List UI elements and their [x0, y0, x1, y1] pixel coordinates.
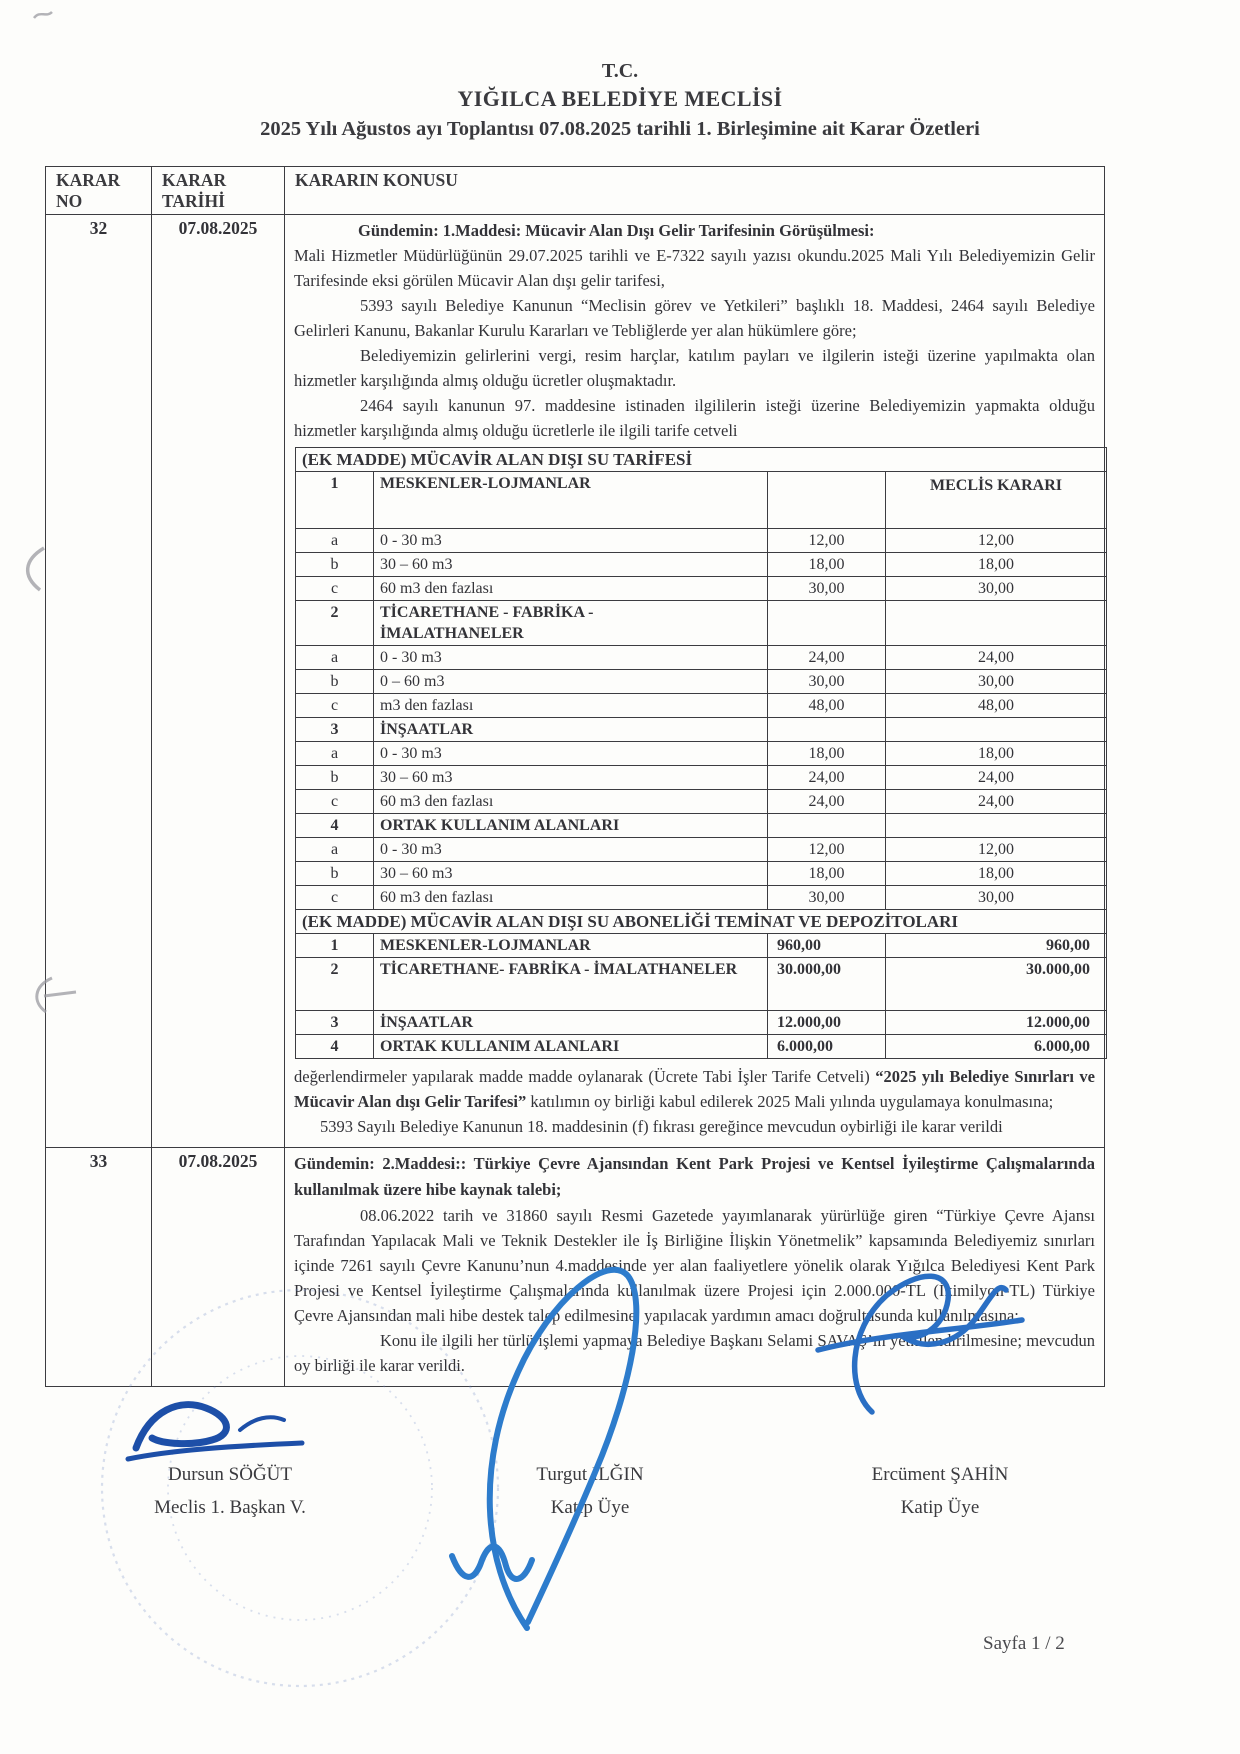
tariff-row: [296, 742, 1107, 766]
tariff-row-no: 4: [296, 814, 374, 838]
tariff-row-no: b: [296, 862, 374, 886]
deposit-row-description: MESKENLER-LOJMANLAR: [374, 934, 768, 958]
closing-text-bold: “2025 yılı Belediye Sınırları ve Mücavir Alan dışı Gelir Tarifesi”: [294, 1067, 1096, 1111]
tariff-row-price: 30,00: [768, 670, 886, 694]
tariff-row-price: 12,00: [768, 529, 886, 553]
deposit-row-council-decision: 30.000,00: [886, 958, 1107, 1011]
tariff-row: [296, 553, 1107, 577]
tariff-row-council-decision: 18,00: [886, 862, 1107, 886]
tariff-row-council-decision: 18,00: [886, 742, 1107, 766]
tariff-row-council-decision: 30,00: [886, 577, 1107, 601]
decision-33-paragraph: 08.06.2022 tarih ve 31860 sayılı Resmi Gazetede yayımlanarak yürürlüğe giren “Türkiye Çevre Ajansı Tarafından Yapılacak Mali ve Teknik Destekler ile İş Birliğine İlişkin Yönetmelik” kapsamında Belediyemiz sınırları içinde 7261 sayılı Çevre Kanunu’nun 4.maddesinde yer alan faaliyetlere yönelik olarak Yığılca Belediyesi Kent Park Projesi ve Kentsel İyileştirme Çalışmalarında kullanılmak üzere Projesi için 2.000.000-TL (İkimilyon-TL) Türkiye Çevre Ajansından mali hibe destek talep edilmesine, yapılacak yardımın amacı doğrultusunda kullanılmasına;: [294, 1206, 1095, 1325]
deposit-rows: [296, 934, 1107, 1059]
tariff-row-council-decision: 24,00: [886, 646, 1107, 670]
deposit-row-description: İNŞAATLAR: [374, 1011, 768, 1035]
tariff-row: [296, 601, 1107, 646]
tariff-row-description: 60 m3 den fazlası: [374, 577, 768, 601]
tariff-row-description: TİCARETHANE - FABRİKA - İMALATHANELER: [374, 601, 768, 646]
decision-32-date: 07.08.2025: [152, 215, 285, 1148]
tariff-row-price: 24,00: [768, 766, 886, 790]
tariff-row: [296, 646, 1107, 670]
deposit-row-no: 4: [296, 1035, 374, 1059]
tariff-row: [296, 862, 1107, 886]
tariff-row-description: İNŞAATLAR: [374, 718, 768, 742]
decision-33-resolution: Konu ile ilgili her türlü işlemi yapmaya Belediye Başkanı Selami SAVAŞ’ın yetkilendirilmesine; mevcudun oy birliği ile karar verildi.: [294, 1331, 1095, 1375]
deposit-row: [296, 1035, 1107, 1059]
tariff-caption-row: [296, 448, 1107, 472]
decision-33-date: 07.08.2025: [152, 1148, 285, 1387]
tariff-row-council-decision: 30,00: [886, 670, 1107, 694]
decision-32-number: 32: [46, 215, 152, 1148]
decision-32-resolution: 5393 Sayılı Belediye Kanunun 18. maddesinin (f) fıkrası gereğince mevcudun oybirliği ile karar verildi: [320, 1117, 1003, 1136]
tariff-row-council-decision: 24,00: [886, 766, 1107, 790]
deposit-row-price: 30.000,00: [768, 958, 886, 1011]
tariff-row-description: 0 - 30 m3: [374, 529, 768, 553]
tariff-rows: [296, 472, 1107, 910]
signatory-name: Turgut ILĞIN: [536, 1464, 644, 1485]
tariff-row-council-decision: 18,00: [886, 553, 1107, 577]
signatory-turgut-block: [465, 1458, 715, 1524]
tariff-row-no: a: [296, 529, 374, 553]
closing-text-normal: değerlendirmeler yapılarak madde madde oylanarak (Ücrete Tabi İşler Tarife Cetveli): [294, 1067, 876, 1086]
deposit-row: [296, 934, 1107, 958]
tariff-row-no: a: [296, 838, 374, 862]
tariff-row: [296, 766, 1107, 790]
deposit-caption-row: [296, 910, 1107, 934]
tariff-row-no: 2: [296, 601, 374, 646]
tariff-row-price: 30,00: [768, 577, 886, 601]
tariff-row-no: c: [296, 694, 374, 718]
tariff-row: [296, 838, 1107, 862]
tariff-row-description: 30 – 60 m3: [374, 553, 768, 577]
tariff-row-description: m3 den fazlası: [374, 694, 768, 718]
deposit-row-price: 960,00: [768, 934, 886, 958]
tariff-row-no: b: [296, 670, 374, 694]
tariff-row-no: a: [296, 646, 374, 670]
water-tariff-table: [295, 447, 1107, 1059]
decision-32-paragraph: Mali Hizmetler Müdürlüğünün 29.07.2025 tarihli ve E-7322 sayılı yazısı okundu.2025 Mali Yılı Belediyemizin Gelir Tarifesinde eksi görülen Mücavir Alan dışı gelir tarifesi,: [294, 246, 1095, 290]
col-header-karar-no: KARAR NO: [46, 167, 152, 215]
tariff-row: [296, 790, 1107, 814]
decision-32-paragraph: 5393 sayılı Belediye Kanunun “Meclisin görev ve Yetkileri” başlıklı 18. Maddesi, 2464 sayılı Belediye Gelirleri Kanunu, Bakanlar Kurulu Kararları ve Tebliğlerde yer alan hükümlere göre;: [294, 296, 1095, 340]
tariff-row: [296, 694, 1107, 718]
deposit-row-description: ORTAK KULLANIM ALANLARI: [374, 1035, 768, 1059]
deposit-table-caption: (EK MADDE) MÜCAVİR ALAN DIŞI SU ABONELİĞİ TEMİNAT VE DEPOZİTOLARI: [296, 910, 1107, 934]
tariff-row-description: 0 – 60 m3: [374, 670, 768, 694]
tariff-row-description: 0 - 30 m3: [374, 742, 768, 766]
deposit-row-description: TİCARETHANE- FABRİKA - İMALATHANELER: [374, 958, 768, 1011]
deposit-row: [296, 958, 1107, 1011]
tariff-row-no: 3: [296, 718, 374, 742]
tariff-row-description: 30 – 60 m3: [374, 862, 768, 886]
tariff-row: [296, 529, 1107, 553]
tariff-row-no: 1: [296, 472, 374, 529]
decision-33-title: Gündemin: 2.Maddesi:: Türkiye Çevre Ajansından Kent Park Projesi ve Kentsel İyileştirme Çalışmalarında kullanılmak üzere hibe kaynak talebi;: [294, 1154, 1095, 1199]
tariff-row-description: 60 m3 den fazlası: [374, 886, 768, 910]
tariff-row-council-decision: 12,00: [886, 838, 1107, 862]
decisions-table: [45, 166, 1105, 1387]
deposit-row-no: 1: [296, 934, 374, 958]
tariff-row-council-decision: 24,00: [886, 790, 1107, 814]
tariff-row-description: MESKENLER-LOJMANLAR: [374, 472, 768, 529]
document-header: [0, 58, 1240, 144]
tariff-row-price: [768, 718, 886, 742]
header-tc: T.C.: [601, 60, 639, 82]
tariff-row-council-decision: [886, 718, 1107, 742]
decisions-table-header-row: [46, 167, 1105, 215]
tariff-row-price: 18,00: [768, 553, 886, 577]
closing-text-rest: katılımın oy birliği kabul edilerek 2025 Mali yılında uygulamaya konulmasına;: [526, 1092, 1054, 1111]
tariff-row: [296, 472, 1107, 529]
tariff-row-council-decision: [886, 814, 1107, 838]
signature-dursun: [128, 1405, 302, 1459]
tariff-row-council-decision: MECLİS KARARI: [886, 472, 1107, 529]
tariff-row: [296, 718, 1107, 742]
col-header-kararin-konusu: KARARIN KONUSU: [285, 167, 1105, 215]
tariff-row-description: 30 – 60 m3: [374, 766, 768, 790]
decision-row-32: [46, 215, 1105, 1148]
tariff-row-no: c: [296, 577, 374, 601]
tariff-row-price: 18,00: [768, 742, 886, 766]
tariff-row-council-decision: 48,00: [886, 694, 1107, 718]
tariff-row-description: 0 - 30 m3: [374, 838, 768, 862]
tariff-row: [296, 670, 1107, 694]
deposit-row-council-decision: 960,00: [886, 934, 1107, 958]
deposit-row-council-decision: 12.000,00: [886, 1011, 1107, 1035]
tariff-row-no: b: [296, 553, 374, 577]
tariff-row: [296, 886, 1107, 910]
deposit-row: [296, 1011, 1107, 1035]
decision-32-paragraph: Belediyemizin gelirlerini vergi, resim harçlar, katılım payları ve ilgilerin isteği üzerine yapılmakta olan hizmetler karşılığında almış olduğu ücretler oluşmaktadır.: [294, 346, 1095, 390]
tariff-row-price: 12,00: [768, 838, 886, 862]
tariff-row: [296, 577, 1107, 601]
tariff-row-description: ORTAK KULLANIM ALANLARI: [374, 814, 768, 838]
decision-32-paragraph: 2464 sayılı kanunun 97. maddesine istinaden ilgililerin isteği üzerine Belediyemizin yapmakta olduğu hizmetler karşılığında almış olduğu ücretlerle ile ilgili tarife cetveli: [294, 396, 1095, 440]
tariff-row-no: a: [296, 742, 374, 766]
decision-32-subject: [285, 215, 1105, 1148]
tariff-row-no: b: [296, 766, 374, 790]
deposit-row-no: 3: [296, 1011, 374, 1035]
tariff-row-council-decision: [886, 601, 1107, 646]
decision-33-subject: [285, 1148, 1105, 1387]
tariff-row-description: 0 - 30 m3: [374, 646, 768, 670]
tariff-row-price: 24,00: [768, 790, 886, 814]
decision-33-number: 33: [46, 1148, 152, 1387]
tariff-row-price: [768, 601, 886, 646]
tariff-row-no: c: [296, 790, 374, 814]
deposit-row-price: 12.000,00: [768, 1011, 886, 1035]
tariff-row-council-decision: 12,00: [886, 529, 1107, 553]
tariff-row-council-decision: 30,00: [886, 886, 1107, 910]
signatory-dursun-block: [105, 1458, 355, 1524]
tariff-row: [296, 814, 1107, 838]
decision-row-33: [46, 1148, 1105, 1387]
signatory-title: Meclis 1. Başkan V.: [154, 1497, 306, 1518]
header-meeting-subtitle: 2025 Yılı Ağustos ayı Toplantısı 07.08.2025 tarihli 1. Birleşimine ait Karar Özetleri: [260, 118, 980, 140]
decision-32-title: Gündemin: 1.Maddesi: Mücavir Alan Dışı Gelir Tarifesinin Görüşülmesi:: [358, 221, 875, 240]
signatory-ercument-block: [805, 1458, 1075, 1524]
deposit-row-no: 2: [296, 958, 374, 1011]
tariff-row-price: [768, 472, 886, 529]
tariff-row-no: c: [296, 886, 374, 910]
deposit-row-council-decision: 6.000,00: [886, 1035, 1107, 1059]
header-meclis-title: YIĞILCA BELEDİYE MECLİSİ: [457, 86, 783, 111]
col-header-karar-tarihi: KARAR TARİHİ: [152, 167, 285, 215]
signatory-title: Katip Üye: [900, 1497, 980, 1518]
tariff-row-price: 18,00: [768, 862, 886, 886]
tariff-row-price: 24,00: [768, 646, 886, 670]
signatory-title: Katip Üye: [550, 1497, 630, 1518]
tariff-row-description: 60 m3 den fazlası: [374, 790, 768, 814]
signatory-name: Dursun SÖĞÜT: [167, 1464, 293, 1485]
page-number: Sayfa 1 / 2: [983, 1633, 1065, 1654]
tariff-table-caption: (EK MADDE) MÜCAVİR ALAN DIŞI SU TARİFESİ: [296, 448, 1107, 472]
deposit-row-price: 6.000,00: [768, 1035, 886, 1059]
signatory-name: Ercüment ŞAHİN: [871, 1464, 1009, 1485]
tariff-row-price: 48,00: [768, 694, 886, 718]
tariff-row-price: 30,00: [768, 886, 886, 910]
tariff-row-price: [768, 814, 886, 838]
decision-32-closing-paragraph: [294, 1064, 1095, 1114]
